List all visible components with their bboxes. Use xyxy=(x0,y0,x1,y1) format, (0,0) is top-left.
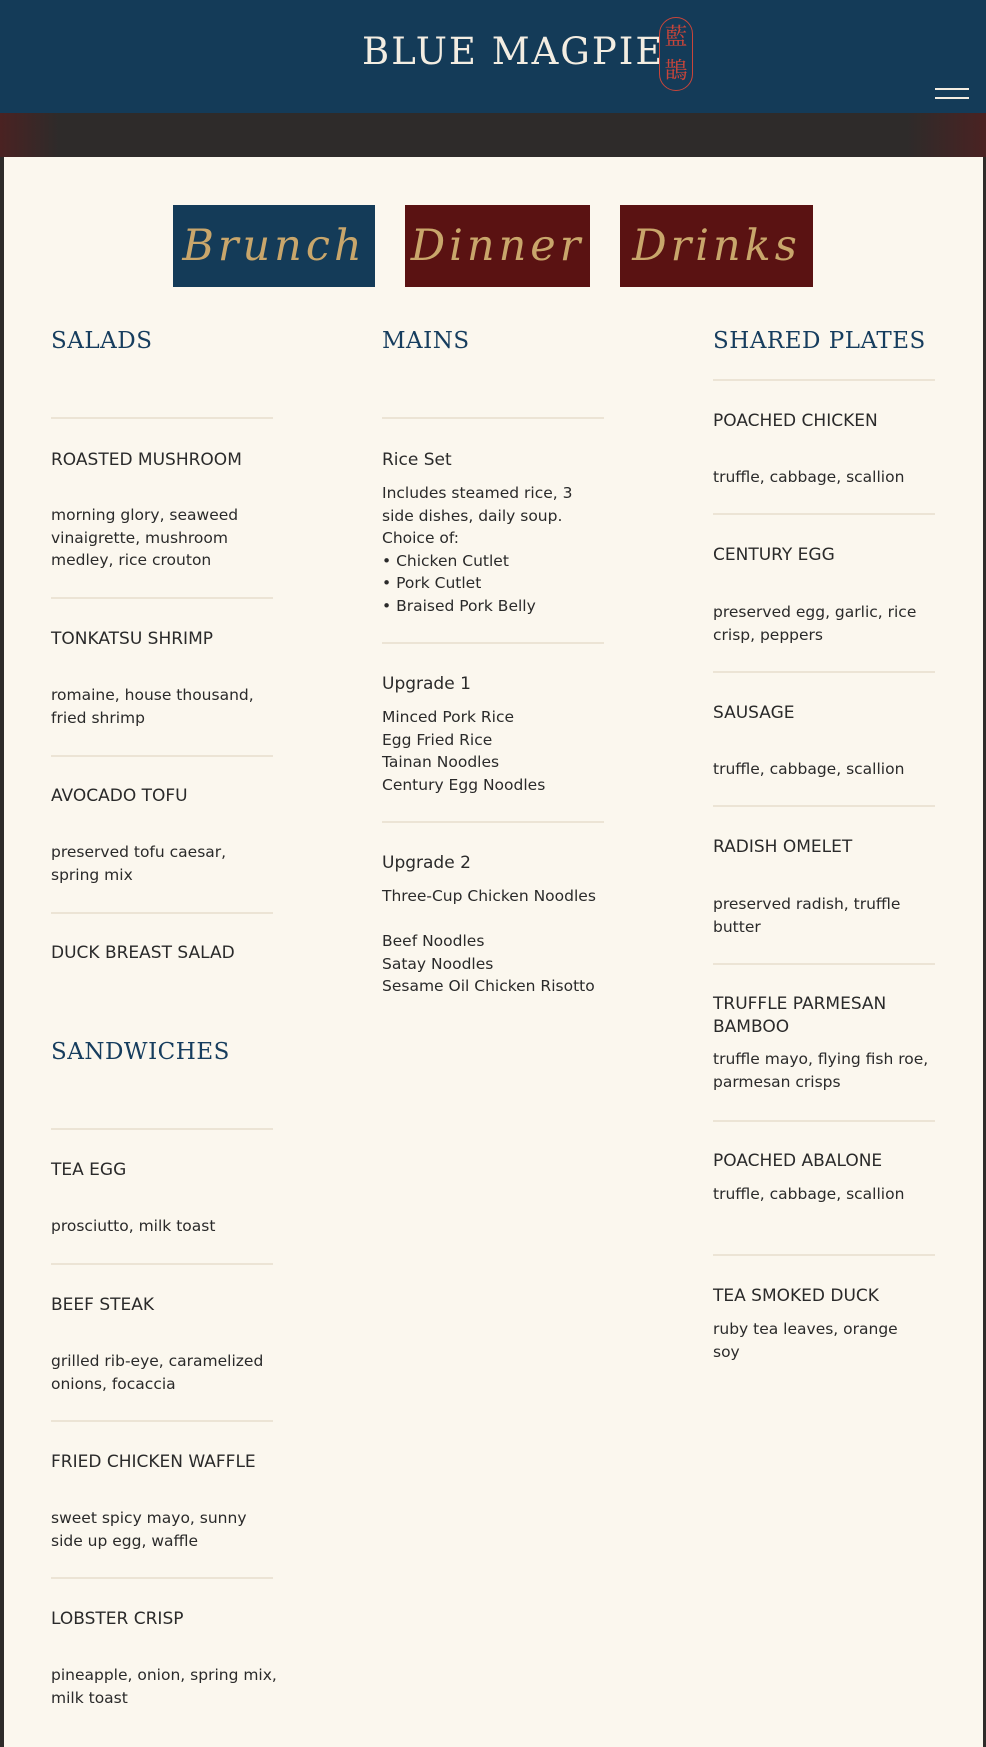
menu-item-desc: romaine, house thousand, fried shrimp xyxy=(51,686,254,727)
site-header xyxy=(0,0,986,113)
menu-item-desc: morning glory, seaweed vinaigrette, mushroom medley, rice crouton xyxy=(51,506,239,569)
menu-item-desc: truffle mayo, flying fish roe, parmesan crisps xyxy=(713,1050,929,1091)
divider xyxy=(713,1254,935,1256)
menu-item-desc: truffle, cabbage, scallion xyxy=(713,468,905,486)
tab-brunch[interactable]: Brunch xyxy=(173,205,375,287)
logo-text[interactable]: BLUE MAGPIE xyxy=(362,30,665,73)
menu-item-desc: ruby tea leaves, orange soy xyxy=(713,1320,898,1361)
menu-item-desc: preserved radish, truffle butter xyxy=(713,895,901,936)
logo-seal xyxy=(659,17,693,91)
menu-item-desc: sweet spicy mayo, sunny side up egg, waffle xyxy=(51,1509,247,1550)
section-title-sandwiches: SANDWICHES xyxy=(51,1039,230,1065)
seal-char-1: 藍 xyxy=(664,24,688,50)
menu-item-name: POACHED ABALONE xyxy=(713,1151,883,1171)
divider xyxy=(51,1420,273,1422)
divider xyxy=(51,1577,273,1579)
divider xyxy=(51,912,273,914)
menu-item-desc: Minced Pork Rice Egg Fried Rice Tainan Noodles Century Egg Noodles xyxy=(382,708,546,794)
divider xyxy=(51,755,273,757)
menu-item-name: Upgrade 2 xyxy=(382,853,471,873)
section-title-mains: MAINS xyxy=(382,328,470,354)
menu-item-desc: prosciutto, milk toast xyxy=(51,1217,216,1235)
menu-item-name: FRIED CHICKEN WAFFLE xyxy=(51,1452,256,1472)
section-title-shared-plates: SHARED PLATES xyxy=(713,328,926,354)
tab-drinks[interactable]: Drinks xyxy=(620,205,813,287)
menu-item-name: LOBSTER CRISP xyxy=(51,1609,184,1629)
menu-item-name: RADISH OMELET xyxy=(713,837,853,857)
divider xyxy=(713,379,935,381)
tab-dinner[interactable]: Dinner xyxy=(405,205,590,287)
menu-item-name: TRUFFLE PARMESAN BAMBOO xyxy=(713,994,887,1037)
hamburger-icon[interactable] xyxy=(935,88,969,100)
menu-item-desc: grilled rib-eye, caramelized onions, focaccia xyxy=(51,1352,264,1393)
menu-item-desc: truffle, cabbage, scallion xyxy=(713,760,905,778)
menu-item-name: ROASTED MUSHROOM xyxy=(51,450,242,470)
menu-item-name: AVOCADO TOFU xyxy=(51,786,188,806)
divider xyxy=(382,821,604,823)
menu-item-name: CENTURY EGG xyxy=(713,545,835,565)
menu-item-name: DUCK BREAST SALAD xyxy=(51,943,235,963)
menu-item-desc: Three-Cup Chicken Noodles Beef Noodles Satay Noodles Sesame Oil Chicken Risotto xyxy=(382,887,596,995)
divider xyxy=(51,417,273,419)
seal-char-2: 鵲 xyxy=(664,58,688,84)
divider xyxy=(713,671,935,673)
divider xyxy=(713,805,935,807)
menu-item-name: POACHED CHICKEN xyxy=(713,411,878,431)
menu-item-name: TEA SMOKED DUCK xyxy=(713,1286,879,1306)
divider xyxy=(382,642,604,644)
divider xyxy=(713,963,935,965)
menu-item-name: BEEF STEAK xyxy=(51,1295,155,1315)
menu-item-name: TEA EGG xyxy=(51,1160,127,1180)
menu-item-desc: pineapple, onion, spring mix, milk toast xyxy=(51,1666,277,1707)
divider xyxy=(51,1128,273,1130)
menu-item-name: TONKATSU SHRIMP xyxy=(51,629,213,649)
divider xyxy=(713,1120,935,1122)
section-title-salads: SALADS xyxy=(51,328,153,354)
divider xyxy=(51,597,273,599)
menu-item-desc: truffle, cabbage, scallion xyxy=(713,1185,905,1203)
menu-item-desc: preserved tofu caesar, spring mix xyxy=(51,843,227,884)
menu-item-name: Rice Set xyxy=(382,450,452,470)
divider xyxy=(51,1263,273,1265)
menu-item-name: SAUSAGE xyxy=(713,703,795,723)
divider xyxy=(713,513,935,515)
menu-item-name: Upgrade 1 xyxy=(382,674,471,694)
menu-item-desc: Includes steamed rice, 3 side dishes, daily soup. Choice of: • Chicken Cutlet • Pork Cutlet • Braised Pork Belly xyxy=(382,484,573,615)
menu-item-desc: preserved egg, garlic, rice crisp, peppers xyxy=(713,603,917,644)
divider xyxy=(382,417,604,419)
hero-band xyxy=(0,113,986,157)
